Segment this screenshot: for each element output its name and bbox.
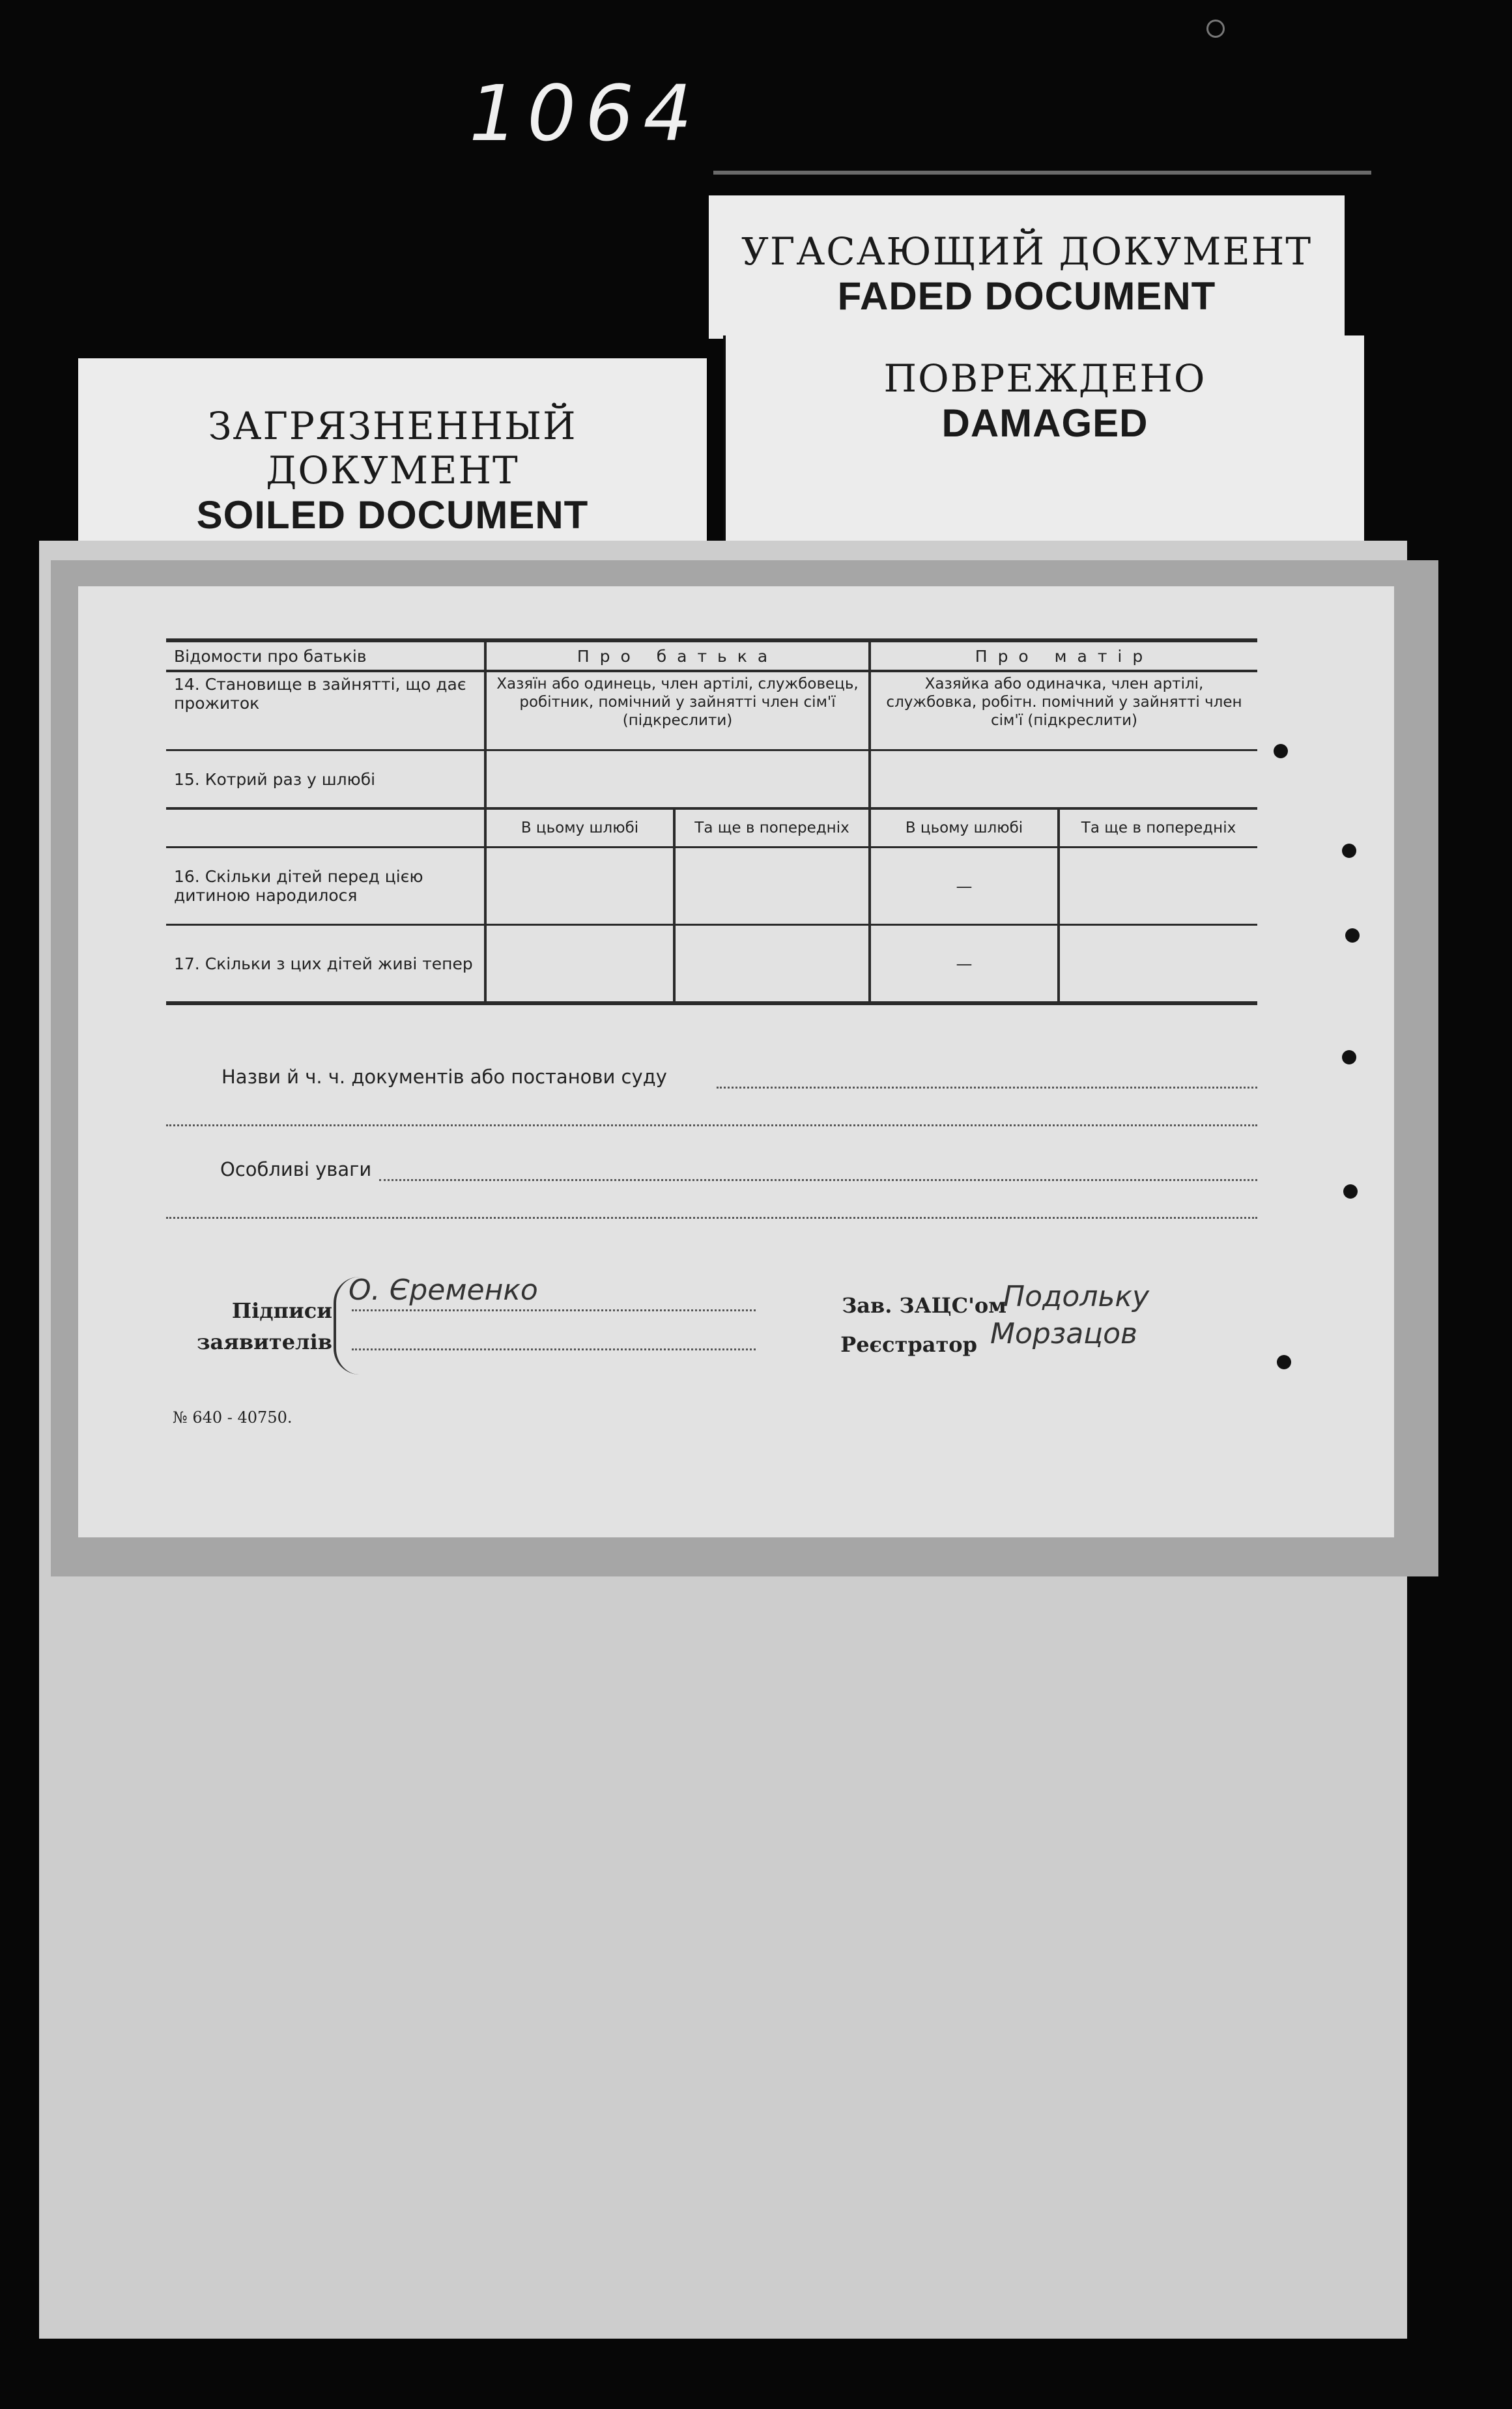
remarks-field-line-2	[166, 1217, 1257, 1219]
row14-mother: Хазяйка або одиначка, член артілі, службовка, робітн. помічний у зайнятті член сім'ї (підкреслити)	[870, 671, 1257, 750]
remarks-label: Особливі уваги	[220, 1158, 372, 1180]
registrar-signature: Морзацов	[990, 1317, 1137, 1350]
faded-document-label	[709, 195, 1345, 339]
row16-mother-this: —	[870, 848, 1059, 925]
film-marker	[1206, 20, 1225, 38]
row15-mother	[870, 750, 1257, 809]
applicant-signature-line	[352, 1309, 756, 1311]
binding-hole	[1277, 1355, 1291, 1369]
form-number: № 640 - 40750.	[173, 1408, 292, 1427]
head-signature-label: Зав. ЗАЦС'ом	[842, 1293, 1006, 1318]
registrar-signature-label: Реєстратор	[840, 1332, 977, 1357]
film-divider	[713, 171, 1371, 175]
applicants-signature-label: Підписи заявителів	[197, 1298, 332, 1354]
faded-label-ru: УГАСАЮЩИЙ ДОКУМЕНТ	[741, 229, 1313, 274]
parents-info-table	[166, 638, 1257, 1005]
table-row	[166, 750, 1257, 809]
row16-father-prev	[674, 848, 870, 925]
binding-hole	[1342, 1050, 1356, 1064]
documents-field-line	[717, 1087, 1257, 1089]
row15-father	[485, 750, 870, 809]
damaged-label-ru: ПОВРЕЖДЕНО	[883, 356, 1206, 401]
row15-label: 15. Котрий раз у шлюбі	[166, 750, 485, 809]
soiled-label-en: SOILED DOCUMENT	[196, 493, 589, 537]
remarks-field-line	[379, 1179, 1257, 1181]
table-row	[166, 848, 1257, 925]
applicant-signature-line-2	[352, 1348, 756, 1350]
applicant-signature: О. Єременко	[349, 1274, 538, 1307]
binding-hole	[1274, 744, 1288, 758]
damaged-label-en: DAMAGED	[941, 401, 1148, 445]
row16-label: 16. Скільки дітей перед цією дитиною народилося	[166, 848, 485, 925]
subheader-mother-prev: Та ще в попередніх	[1059, 808, 1257, 848]
table-row	[166, 925, 1257, 1004]
subheader-blank	[166, 808, 485, 848]
row17-mother-this: —	[870, 925, 1059, 1004]
subheader-father-prev: Та ще в попередніх	[674, 808, 870, 848]
soiled-document-label	[78, 358, 707, 554]
faded-label-en: FADED DOCUMENT	[837, 274, 1216, 318]
binding-hole	[1343, 1184, 1358, 1199]
row17-label: 17. Скільки з цих дітей живі тепер	[166, 925, 485, 1004]
documents-field-line-2	[166, 1124, 1257, 1126]
row17-father-prev	[674, 925, 870, 1004]
documents-label: Назви й ч. ч. документів або постанови суду	[221, 1066, 667, 1088]
table-subheader-row	[166, 808, 1257, 848]
row16-mother-prev	[1059, 848, 1257, 925]
table-header-row	[166, 640, 1257, 671]
subheader-father-this: В цьому шлюбі	[485, 808, 674, 848]
table-row	[166, 671, 1257, 750]
subheader-mother-this: В цьому шлюбі	[870, 808, 1059, 848]
head-signature: Подольку	[1003, 1280, 1150, 1313]
binding-hole	[1345, 928, 1360, 943]
header-father: Про батька	[485, 640, 870, 671]
row14-father: Хазяїн або одинець, член артілі, службовець, робітник, помічний у зайнятті член сім'ї (підкреслити)	[485, 671, 870, 750]
film-frame-number: 1064	[469, 68, 702, 158]
damaged-document-label	[723, 335, 1364, 557]
binding-hole	[1342, 844, 1356, 858]
row16-father-this	[485, 848, 674, 925]
registration-card	[78, 586, 1394, 1537]
row17-mother-prev	[1059, 925, 1257, 1004]
header-parents-info: Відомости про батьків	[166, 640, 485, 671]
header-mother: Про матір	[870, 640, 1257, 671]
soiled-label-ru: ЗАГРЯЗНЕННЫЙ ДОКУМЕНТ	[208, 404, 577, 492]
row17-father-this	[485, 925, 674, 1004]
row14-label: 14. Становище в зайнятті, що дає прожиток	[174, 675, 466, 713]
